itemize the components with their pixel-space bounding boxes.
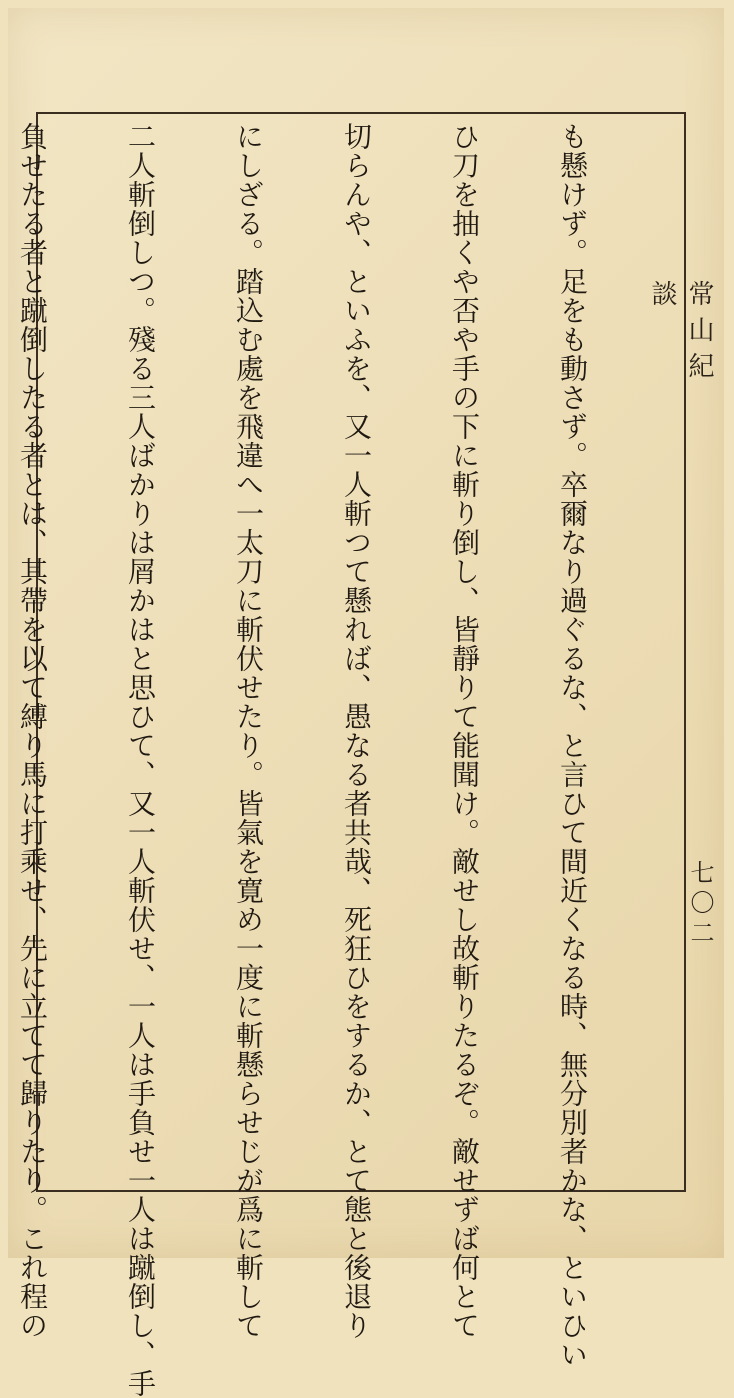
body-text <box>16 112 662 1398</box>
body-column: 負せたる者と蹴倒したる者とは、其帶を以て縛り馬に打乘せ、先に立てて歸りたり。これ程の <box>16 122 49 1340</box>
body-column: 切らんや、といふを、又一人斬つて懸れば、愚なる者共哉、死狂ひをするか、とて態と後退り <box>340 122 373 1340</box>
running-header: 常山紀談 <box>647 280 714 388</box>
body-column: 二人斬倒しつ。殘る三人ばかりは屑かはと思ひて、又一人斬伏せ、一人は手負せ一人は蹴倒し、手 <box>124 122 157 1398</box>
page-number: 七〇二 <box>686 860 714 950</box>
body-column: ひ刀を抽くや否や手の下に斬り倒し、皆靜りて能聞け。敵せし故斬りたるぞ。敵せずば何とて <box>448 122 481 1340</box>
body-column: にしざる。踏込む處を飛違へ一太刀に斬伏せたり。皆氣を寛め一度に斬懸らせじが爲に斬して <box>232 122 265 1340</box>
body-column: も懸けず。足をも動さず。卒爾なり過ぐるな、と言ひて間近くなる時、無分別者かな、といひい <box>556 122 589 1369</box>
